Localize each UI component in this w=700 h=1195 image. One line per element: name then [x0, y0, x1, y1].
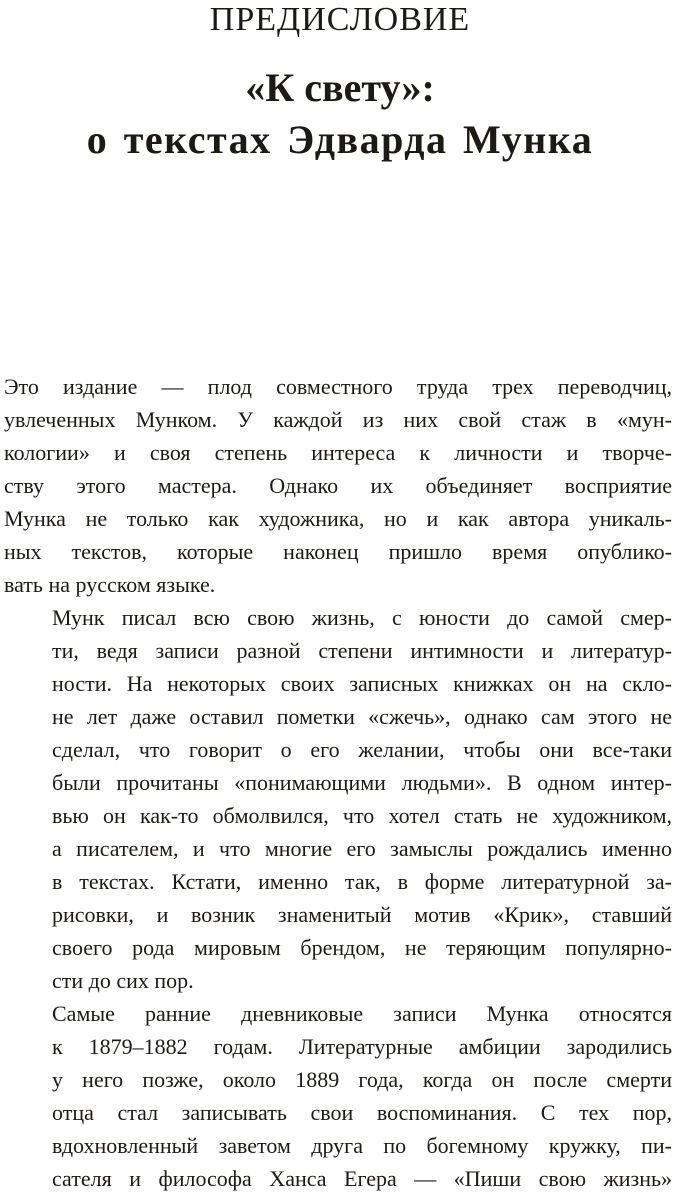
text-line: своего рода мировым брендом, не теряющим популярно- [52, 935, 672, 960]
text-line: ти, ведя записи разной степени интимности и литератур- [52, 638, 672, 663]
chapter-title-line-1: «К свету»: [245, 65, 435, 110]
text-line: Мунк писал всю свою жизнь, с юности до самой смер- [52, 605, 672, 630]
text-line: сделал, что говорит о его желании, чтобы они все-таки [52, 737, 672, 762]
text-line: не лет даже оставил пометки «сжечь», однако сам этого не [52, 704, 672, 729]
text-line: вать на русском языке. [4, 572, 216, 597]
paragraph-3 [4, 997, 672, 1195]
text-line: ности. На некоторых своих записных книжках он на скло- [52, 671, 672, 696]
text-line: у него позже, около 1889 года, когда он после смерти [52, 1067, 672, 1092]
text-line: ных текстов, которые наконец пришло время опублико- [4, 539, 672, 564]
text-line: сти до сих пор. [52, 968, 194, 993]
chapter-title [0, 62, 680, 166]
body-text [4, 370, 672, 1195]
section-label: ПРЕДИСЛОВИЕ [209, 1, 471, 38]
text-line: вью он как-то обмолвился, что хотел стать не художником, [52, 803, 672, 828]
chapter-title-line-2: о текстах Эдварда Мунка [86, 117, 594, 162]
text-line: Это издание — плод совместного труда трех переводчиц, [4, 374, 672, 399]
paragraph-2 [4, 601, 672, 997]
text-line: отца стал записывать свои воспоминания. С тех пор, [52, 1100, 672, 1125]
text-line: к 1879–1882 годам. Литературные амбиции зародились [52, 1034, 672, 1059]
text-line: в текстах. Кстати, именно так, в форме литературной за- [52, 869, 672, 894]
text-line: а писателем, и что многие его замыслы рождались именно [52, 836, 672, 861]
text-line: Мунка не только как художника, но и как автора уникаль- [4, 506, 672, 531]
text-line: были прочитаны «понимающими людьми». В одном интер- [52, 770, 672, 795]
text-line: сателя и философа Ханса Егера — «Пиши свою жизнь» [52, 1166, 672, 1191]
text-line: Самые ранние дневниковые записи Мунка относятся [52, 1001, 672, 1026]
text-line: ству этого мастера. Однако их объединяет восприятие [4, 473, 672, 498]
paragraph-1 [4, 370, 672, 601]
text-line: увлеченных Мунком. У каждой из них свой стаж в «мун- [4, 407, 672, 432]
text-line: вдохновленный заветом друга по богемному кружку, пи- [52, 1133, 672, 1158]
text-line: рисовки, и возник знаменитый мотив «Крик», ставший [52, 902, 672, 927]
text-line: кологии» и своя степень интереса к личности и творче- [4, 440, 672, 465]
